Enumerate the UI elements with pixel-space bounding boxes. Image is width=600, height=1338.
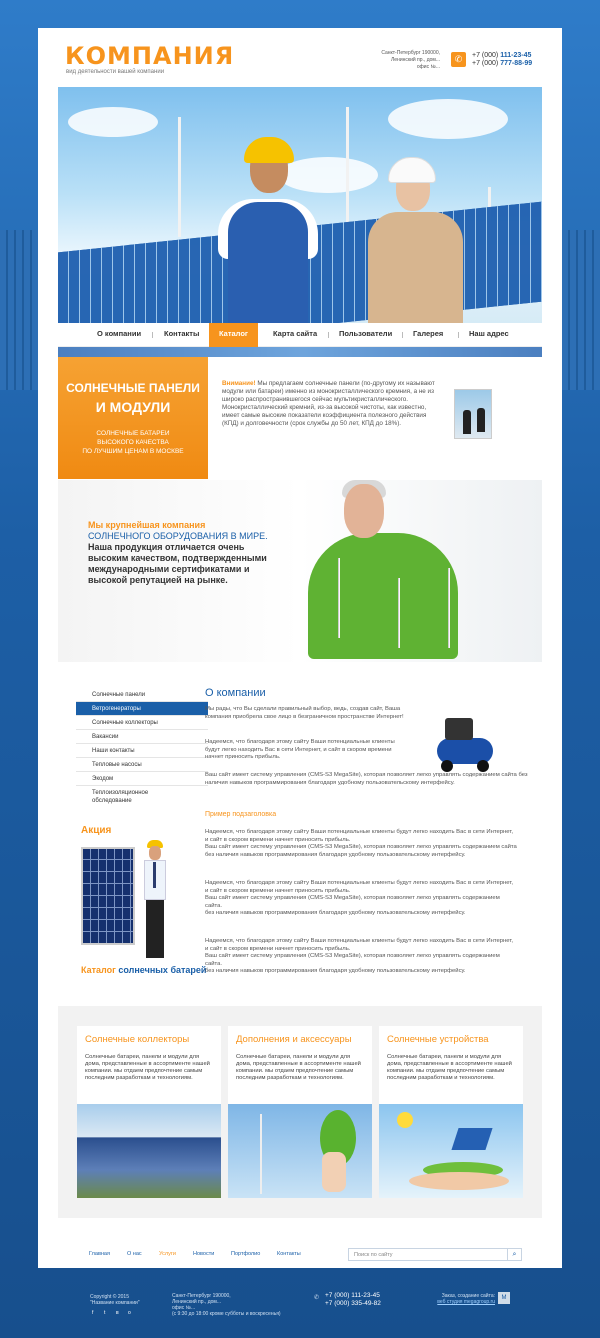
banner-man [308, 533, 458, 659]
card-text: Солнечные батареи, панели и модули для дома, представленные в ассортименте нашей компании. мы отдаем предпочтение самым последним разработкам и технологиям. [236, 1054, 361, 1081]
card-image[interactable] [77, 1104, 221, 1198]
megagroup-logo-icon[interactable]: M [498, 1292, 510, 1304]
search-input[interactable]: Поиск по сайту [348, 1248, 508, 1261]
megagroup-link[interactable]: веб студия megagroup.ru [437, 1299, 495, 1305]
footer-nav-contacts[interactable]: Контакты [277, 1251, 301, 1257]
card-solar-collectors[interactable] [77, 1026, 221, 1198]
footer-copyright: Copyright © 2015 "Название компании" [90, 1294, 140, 1306]
logo[interactable]: КОМПАНИЯ [65, 42, 235, 70]
background-solar-panel-left [0, 230, 38, 390]
card-title: Солнечные коллекторы [85, 1034, 190, 1045]
promo-thumbnail[interactable] [454, 389, 492, 439]
facebook-icon[interactable]: f [92, 1310, 94, 1316]
nav-item-sitemap[interactable]: Карта сайта [273, 329, 318, 338]
vk-icon[interactable]: в [116, 1310, 119, 1316]
promo-block[interactable] [58, 357, 208, 479]
solar-panel-image[interactable] [81, 847, 135, 945]
promo-action-title: Акция [81, 825, 112, 836]
compressor-image [423, 708, 498, 778]
odnoklassniki-icon[interactable]: о [128, 1310, 131, 1316]
card-accessories[interactable] [228, 1026, 372, 1198]
background-solar-panel-right [562, 230, 600, 390]
main-nav [58, 323, 542, 347]
footer-nav [38, 1240, 562, 1268]
sidebar-item-thermal-inspection[interactable]: Теплоизоляционное обследование [92, 790, 149, 804]
decor-stripe [58, 347, 542, 357]
about-paragraph: Надеемся, что благодаря этому сайту Ваши потенциальные клиенты будут легко находить Вас в сети Интернет, и сайт в скором времени начнет приносить прибыль. [205, 739, 395, 760]
card-text: Солнечные батареи, панели и модули для дома, представленные в ассортименте нашей компании. мы отдаем предпочтение самым последним разработкам и технологиям. [387, 1054, 512, 1081]
footer-phones[interactable]: +7 (000) 111-23-45 +7 (000) 335-49-82 [325, 1292, 381, 1307]
nav-item-contacts[interactable]: Контакты [164, 329, 200, 338]
promo-text: Внимание! Мы предлагаем солнечные панели (по-другому их называют модули или батареи) именно из монокристаллического кремния, а не из широко распространившегося сейчас мультикристаллического. Монокристаллический кремний, из-за высокой чистоты, как известно, имеет самые высокие показатели коэффициента полезного действия (КПД) и долговечности (срок службы до 50 лет, КПД до 18%). [222, 380, 435, 427]
card-title: Солнечные устройства [387, 1034, 489, 1045]
nav-item-catalog[interactable]: Каталог [209, 323, 258, 347]
sidebar-item-contacts[interactable]: Наши контакты [76, 744, 208, 758]
sidebar-item-solar-collectors[interactable]: Солнечные коллекторы [76, 716, 208, 730]
footer-credits: Заказ, создание сайта: веб студия megagroup.ru [433, 1293, 495, 1305]
address-line: Ленинский пр., дом... [391, 57, 440, 63]
card-image[interactable] [228, 1104, 372, 1198]
twitter-icon[interactable]: t [104, 1310, 106, 1316]
footer-nav-about[interactable]: О нас [127, 1251, 142, 1257]
about-paragraph: Ваш сайт имеет систему управления (CMS-S3 MegaSite), которая позволяет легко управлять содержанием сайта без наличия навыков программирования благодаря удобному пользовательскому интерфейсу. [205, 772, 528, 786]
about-paragraph: Мы рады, что Вы сделали правильный выбор, ведь, создав сайт, Ваша компания приобрела свое лицо в безграничном пространстве Интернет! [205, 706, 404, 720]
card-solar-devices[interactable] [379, 1026, 523, 1198]
footer-nav-portfolio[interactable]: Портфолио [231, 1251, 261, 1257]
footer-nav-home[interactable]: Главная [89, 1251, 110, 1257]
address-line: офис №... [416, 64, 440, 70]
phone-icon: ✆ [451, 52, 466, 67]
tagline: вид деятельности вашей компании [66, 69, 165, 75]
address-line: Санкт-Петербург 190000, [381, 50, 440, 56]
hero-image [58, 87, 542, 323]
hard-hat-icon [244, 137, 294, 163]
footer-address: Санкт-Петербург 190000, Ленинский пр., дом... офис №... (с 9:30 до 18:00 кроме субботы и воскресенья) [172, 1293, 281, 1317]
sidebar-item-solar-panels[interactable]: Солнечные панели [76, 688, 208, 702]
phone-icon: ✆ [314, 1295, 320, 1301]
company-banner-text: Мы крупнейшая компания СОЛНЕЧНОГО ОБОРУДОВАНИЯ В МИРЕ. Наша продукция отличается очень высоким качеством, подтвержденными международными сертификатами и высокой репутацией на рынке. [88, 520, 268, 585]
footer-nav-services[interactable]: Услуги [159, 1251, 176, 1257]
sidebar-item-ecohouse[interactable]: Экодом [76, 772, 208, 786]
promo-title: СОЛНЕЧНЫЕ ПАНЕЛИ И МОДУЛИ [66, 381, 200, 415]
engineer-image [141, 840, 169, 960]
example-subtitle: Пример подзаголовка [205, 811, 277, 818]
card-title: Дополнения и аксессуары [236, 1034, 352, 1045]
card-image[interactable] [379, 1104, 523, 1198]
body-paragraph: Надеемся, что благодаря этому сайту Ваши потенциальные клиенты будут легко находить Вас в сети Интернет, и сайт в скором времени начнет приносить прибыль. Ваш сайт имеет систему управления (CMS-S3 MegaSite), которая позволяет легко управлять содержанием сайта. без наличия навыков программирования благодаря удобному пользовательскому интерфейсу. [205, 880, 514, 916]
phone-line[interactable]: +7 (000) 111-23-45 [472, 52, 532, 59]
catalog-link[interactable]: Каталог солнечных батарей [81, 965, 207, 975]
promo-subtitle: СОЛНЕЧНЫЕ БАТАРЕИ ВЫСОКОГО КАЧЕСТВА ПО ЛУЧШИМ ЦЕНАМ В МОСКВЕ [82, 430, 184, 455]
body-paragraph: Надеемся, что благодаря этому сайту Ваши потенциальные клиенты будут легко находить Вас в сети Интернет, и сайт в скором времени начнет приносить прибыль. Ваш сайт имеет систему управления (CMS-S3 MegaSite), которая позволяет легко управлять содержанием сайта без наличия навыков программирования благодаря удобному пользовательскому интерфейсу. [205, 829, 517, 858]
body-paragraph: Надеемся, что благодаря этому сайту Ваши потенциальные клиенты будут легко находить Вас в сети Интернет, и сайт в скором времени начнет приносить прибыль. Ваш сайт имеет систему управления (CMS-S3 MegaSite), которая позволяет легко управлять содержанием сайта. без наличия навыков программирования благодаря удобному пользовательскому интерфейсу. [205, 938, 514, 974]
about-title: О компании [205, 687, 266, 699]
footer-nav-news[interactable]: Новости [193, 1251, 215, 1257]
card-text: Солнечные батареи, панели и модули для дома, представленные в ассортименте нашей компании. мы отдаем предпочтение самым последним разработкам и технологиям. [85, 1054, 210, 1081]
page-container [38, 28, 562, 1240]
header-phones [472, 52, 532, 68]
phone-line[interactable]: +7 (000) 777-88-99 [472, 60, 533, 67]
nav-item-users[interactable]: Пользователи [339, 329, 393, 338]
sidebar-item-heat-pumps[interactable]: Тепловые насосы [76, 758, 208, 772]
nav-item-gallery[interactable]: Галерея [413, 329, 444, 338]
search-icon[interactable]: ⌕ [508, 1248, 522, 1261]
nav-item-about[interactable]: О компании [97, 329, 142, 338]
sidebar-item-vacancies[interactable]: Вакансии [76, 730, 208, 744]
nav-item-address[interactable]: Наш адрес [469, 329, 509, 338]
sidebar-item-wind-generators[interactable]: Ветрогенераторы [76, 702, 208, 716]
header-address [368, 50, 440, 71]
sidebar-menu [76, 688, 208, 808]
